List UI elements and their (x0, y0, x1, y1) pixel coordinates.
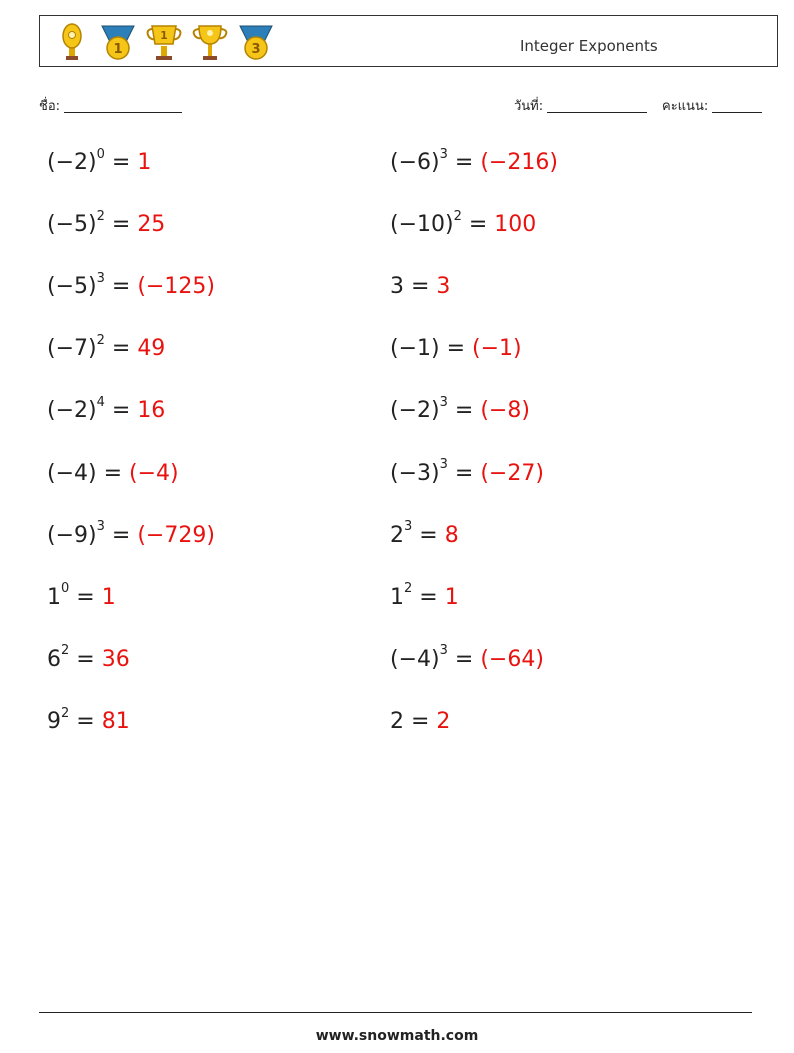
problem-item (47, 395, 166, 424)
problem-item (47, 643, 130, 673)
problem-answer: 100 (494, 212, 537, 238)
problem-base: (−7) (47, 336, 97, 362)
medal-3-icon (236, 22, 276, 62)
problem-base: 3 (390, 274, 404, 300)
problem-answer: 25 (137, 212, 166, 238)
trophy-icon (52, 22, 92, 62)
problem-base: 9 (47, 708, 61, 734)
problem-answer: (−729) (137, 522, 215, 548)
problem-exponent: 2 (61, 705, 70, 721)
equals-sign: = (69, 584, 102, 610)
problem-answer: (−64) (480, 646, 544, 672)
problem-exponent: 2 (404, 581, 413, 597)
problem-item (47, 146, 152, 176)
score-label: คะแนน: (662, 99, 709, 114)
problem-answer: (−216) (480, 150, 558, 175)
problem-exponent: 0 (96, 146, 105, 162)
problem-exponent: 3 (404, 519, 413, 535)
equals-sign: = (412, 522, 445, 548)
problem-base: (−4) (47, 460, 97, 486)
problem-exponent: 3 (96, 519, 105, 535)
problem-item (47, 332, 166, 362)
svg-text:1: 1 (160, 29, 168, 42)
problem-base: (−5) (47, 212, 97, 238)
name-label: ชื่อ: (39, 99, 61, 114)
problem-answer: 81 (101, 708, 130, 734)
equals-sign: = (104, 336, 138, 362)
name-blank (64, 98, 182, 113)
problem-exponent: 0 (61, 581, 70, 597)
problem-exponent: 3 (96, 270, 105, 286)
problem-exponent: 4 (96, 395, 105, 411)
problem-base: (−3) (390, 460, 440, 486)
footer-divider (39, 1012, 752, 1013)
problem-answer: 1 (444, 584, 459, 610)
problem-answer: 8 (444, 522, 459, 548)
problem-answer: 2 (436, 708, 451, 734)
equals-sign: = (404, 708, 437, 734)
problem-base: (−6) (390, 150, 440, 175)
date-label: วันที่: (514, 99, 544, 114)
problem-exponent: 2 (61, 643, 70, 659)
award-icons (52, 20, 276, 64)
equals-sign: = (104, 274, 138, 300)
date-field (514, 95, 647, 116)
problem-answer: 3 (436, 274, 451, 300)
footer-url: www.snowmath.com (315, 1028, 479, 1044)
problem-item (47, 581, 116, 611)
worksheet-header (39, 15, 778, 67)
problem-item (390, 519, 459, 549)
problem-answer: (−1) (472, 336, 522, 362)
date-blank (547, 98, 647, 113)
equals-sign: = (69, 646, 102, 672)
equals-sign: = (439, 336, 473, 362)
problem-exponent: 2 (453, 208, 462, 224)
problem-item (390, 336, 522, 362)
medal-1-icon (98, 22, 138, 62)
equals-sign: = (447, 398, 481, 424)
equals-sign: = (104, 212, 138, 238)
equals-sign: = (96, 460, 130, 486)
problem-item (47, 519, 215, 549)
name-field (39, 95, 182, 116)
problem-answer: 16 (137, 398, 166, 424)
problem-answer: 1 (101, 584, 116, 610)
problem-base: 2 (390, 708, 404, 734)
problem-base: 1 (47, 584, 61, 610)
problem-base: (−2) (47, 150, 97, 175)
problem-item (47, 705, 130, 735)
trophy-icon (190, 22, 230, 62)
equals-sign: = (104, 522, 138, 548)
problem-base: (−2) (47, 398, 97, 424)
problem-item (390, 274, 450, 300)
problem-exponent: 2 (96, 332, 105, 348)
problem-answer: (−27) (480, 460, 544, 486)
equals-sign: = (404, 274, 437, 300)
svg-text:1: 1 (113, 42, 123, 57)
problem-answer: 36 (101, 646, 130, 672)
problem-item (390, 643, 544, 673)
score-field (662, 95, 762, 116)
equals-sign: = (447, 460, 481, 486)
problem-base: 2 (390, 522, 404, 548)
problem-item (390, 581, 459, 611)
problem-answer: (−8) (480, 398, 530, 424)
problem-base: (−10) (390, 212, 454, 238)
problem-item (47, 461, 179, 487)
svg-text:3: 3 (251, 42, 261, 57)
problem-exponent: 3 (439, 643, 448, 659)
problem-item (390, 395, 530, 424)
problem-exponent: 3 (439, 146, 448, 162)
problem-base: (−1) (390, 336, 440, 362)
score-blank (712, 98, 762, 113)
equals-sign: = (461, 212, 495, 238)
equals-sign: = (412, 584, 445, 610)
equals-sign: = (104, 398, 138, 424)
problem-base: 1 (390, 584, 404, 610)
equals-sign: = (447, 150, 481, 175)
problem-item (390, 146, 558, 176)
problem-answer: (−4) (129, 460, 179, 486)
problem-item (47, 208, 166, 238)
problem-item (47, 270, 215, 300)
equals-sign: = (69, 708, 102, 734)
problem-answer: 49 (137, 336, 166, 362)
trophy-1-icon (144, 22, 184, 62)
problem-exponent: 3 (439, 395, 448, 411)
problem-base: (−2) (390, 398, 440, 424)
problem-item (390, 457, 544, 487)
problem-base: (−4) (390, 646, 440, 672)
problem-item (390, 709, 450, 735)
equals-sign: = (104, 150, 138, 175)
problem-base: (−9) (47, 522, 97, 548)
equals-sign: = (447, 646, 481, 672)
problem-base: (−5) (47, 274, 97, 300)
problem-base: 6 (47, 646, 61, 672)
problem-exponent: 3 (439, 457, 448, 473)
problem-answer: (−125) (137, 274, 215, 300)
worksheet-title: Integer Exponents (520, 37, 658, 55)
problem-item (390, 208, 537, 238)
problem-answer: 1 (137, 150, 152, 175)
problem-exponent: 2 (96, 208, 105, 224)
